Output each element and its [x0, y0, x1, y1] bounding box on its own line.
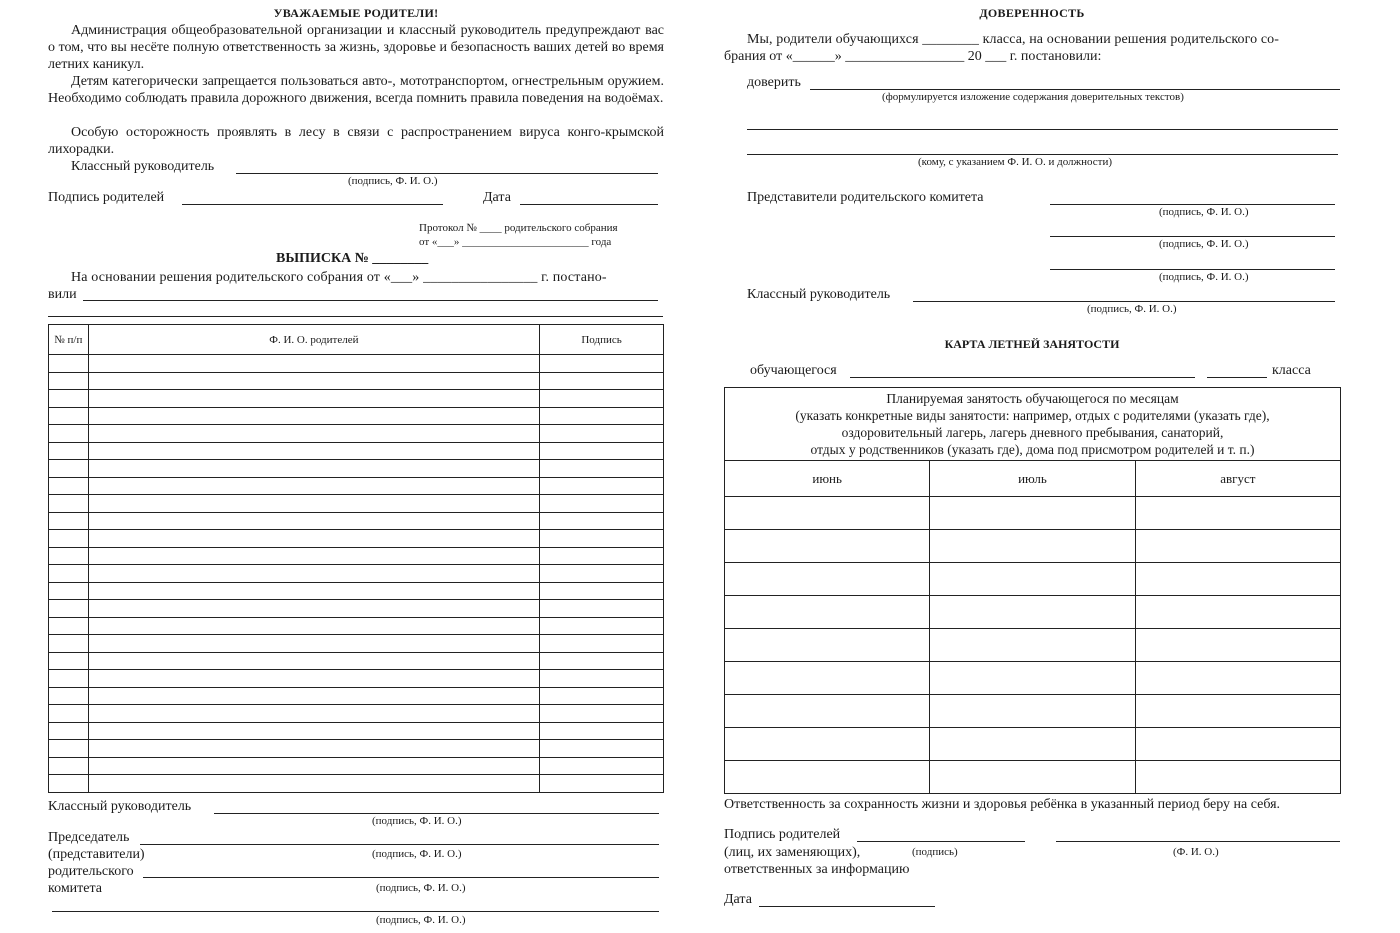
month-august-header: август — [1135, 461, 1340, 497]
row-sig-cell[interactable] — [540, 530, 664, 548]
july-cell[interactable] — [930, 530, 1135, 563]
row-num-cell[interactable] — [49, 477, 89, 495]
june-cell[interactable] — [725, 695, 930, 728]
july-cell[interactable] — [930, 728, 1135, 761]
extract-class-teacher-label: Классный руководитель — [48, 799, 192, 814]
table-row — [49, 512, 664, 530]
col-sig-header: Подпись — [540, 325, 664, 355]
row-num-cell[interactable] — [49, 425, 89, 443]
summer-header-line-4: отдых у родственников (указать где), дома под присмотром родителей и т. п.) — [810, 442, 1255, 457]
row-name-cell[interactable] — [88, 477, 539, 495]
june-cell[interactable] — [725, 728, 930, 761]
row-sig-cell[interactable] — [540, 442, 664, 460]
table-row — [725, 596, 1341, 629]
summer-parents-sig-label: Подпись родителей — [724, 827, 841, 842]
table-row — [49, 757, 664, 775]
june-cell[interactable] — [725, 497, 930, 530]
table-row — [49, 652, 664, 670]
committee-sig-line-3[interactable] — [1050, 269, 1335, 270]
august-cell[interactable] — [1135, 596, 1340, 629]
summer-parents-sig-line[interactable] — [857, 841, 1025, 842]
row-sig-cell[interactable] — [540, 512, 664, 530]
notice-class-teacher-label: Классный руководитель — [71, 159, 215, 174]
july-cell[interactable] — [930, 596, 1135, 629]
power-class-teacher-hint: (подпись, Ф. И. О.) — [1087, 303, 1177, 315]
entrust-line[interactable] — [810, 89, 1340, 90]
row-num-cell[interactable] — [49, 547, 89, 565]
month-june-header: июнь — [725, 461, 930, 497]
table-row — [49, 722, 664, 740]
col-name-header: Ф. И. О. родителей — [88, 325, 539, 355]
table-row — [725, 629, 1341, 662]
august-cell[interactable] — [1135, 662, 1340, 695]
power-class-teacher-label: Классный руководитель — [747, 287, 891, 302]
row-num-cell[interactable] — [49, 670, 89, 688]
row-name-cell[interactable] — [88, 652, 539, 670]
row-sig-cell[interactable] — [540, 390, 664, 408]
notice-date-line[interactable] — [520, 204, 658, 205]
col-num-header: № п/п — [49, 325, 89, 355]
row-num-cell[interactable] — [49, 390, 89, 408]
parent-committee-line[interactable] — [143, 877, 659, 878]
table-row — [49, 635, 664, 653]
row-sig-cell[interactable] — [540, 565, 664, 583]
row-sig-cell[interactable] — [540, 722, 664, 740]
power-class-teacher-line[interactable] — [913, 301, 1335, 302]
table-row — [49, 670, 664, 688]
notice-para-1: Администрация общеобразовательной организации и классный руководитель предупреждают вас о том, что вы несёте полную ответственность за жизнь, здоровье и безопасность ваших детей во время летних каникул. — [48, 23, 664, 72]
responsible-label: ответственных за информацию — [724, 862, 910, 877]
row-name-cell[interactable] — [88, 722, 539, 740]
table-row — [725, 530, 1341, 563]
row-sig-cell[interactable] — [540, 705, 664, 723]
committee-sig-hint-2: (подпись, Ф. И. О.) — [1159, 238, 1249, 250]
summer-student-label: обучающегося — [750, 363, 837, 378]
committee-sig-line-1[interactable] — [1050, 204, 1335, 205]
row-name-cell[interactable] — [88, 460, 539, 478]
extract-sig-hint-2: (подпись, Ф. И. О.) — [372, 848, 462, 860]
row-name-cell[interactable] — [88, 775, 539, 793]
row-num-cell[interactable] — [49, 757, 89, 775]
committee-sig-hint-3: (подпись, Ф. И. О.) — [1159, 271, 1249, 283]
row-num-cell[interactable] — [49, 530, 89, 548]
notice-parents-sig-label: Подпись родителей — [48, 190, 165, 205]
table-row — [49, 582, 664, 600]
june-cell[interactable] — [725, 662, 930, 695]
extract-basis-line-2: вили — [48, 287, 77, 302]
table-row — [49, 425, 664, 443]
row-num-cell[interactable] — [49, 652, 89, 670]
june-cell[interactable] — [725, 629, 930, 662]
power-title: ДОВЕРЕННОСТЬ — [979, 6, 1085, 20]
row-name-cell[interactable] — [88, 635, 539, 653]
table-row — [49, 460, 664, 478]
extract-basis-line-a[interactable] — [83, 300, 658, 301]
committee-sig-line-2[interactable] — [1050, 236, 1335, 237]
table-row — [725, 662, 1341, 695]
whom-hint: (кому, с указанием Ф. И. О. и должности) — [918, 156, 1113, 168]
whom-line[interactable] — [747, 154, 1338, 155]
table-row — [49, 617, 664, 635]
row-num-cell[interactable] — [49, 495, 89, 513]
row-num-cell[interactable] — [49, 775, 89, 793]
committee-sig-hint-1: (подпись, Ф. И. О.) — [1159, 206, 1249, 218]
notice-parents-sig-line[interactable] — [182, 204, 443, 205]
row-sig-cell[interactable] — [540, 372, 664, 390]
row-sig-cell[interactable] — [540, 617, 664, 635]
row-sig-cell[interactable] — [540, 495, 664, 513]
row-name-cell[interactable] — [88, 372, 539, 390]
extract-sig-hint-3: (подпись, Ф. И. О.) — [376, 882, 466, 894]
summer-header-line-3: оздоровительный лагерь, лагерь дневного пребывания, санаторий, — [841, 425, 1224, 440]
notice-para-2: Детям категорически запрещается пользоваться авто-, мототранспортом, огнестрельным оружием. Необходимо соблюдать правила дорожного движения, всегда помнить правила поведения на водоёмах. — [48, 74, 664, 106]
entrust-label: доверить — [747, 75, 801, 90]
summer-date-label: Дата — [724, 892, 752, 907]
row-num-cell[interactable] — [49, 687, 89, 705]
row-name-cell[interactable] — [88, 670, 539, 688]
row-sig-cell[interactable] — [540, 635, 664, 653]
extract-sig-hint-4: (подпись, Ф. И. О.) — [376, 914, 466, 926]
row-name-cell[interactable] — [88, 565, 539, 583]
summer-activity-table — [724, 387, 1341, 794]
summer-sig-hint: (подпись) — [912, 846, 958, 858]
table-row — [49, 775, 664, 793]
row-sig-cell[interactable] — [540, 477, 664, 495]
table-row — [725, 497, 1341, 530]
row-name-cell[interactable] — [88, 705, 539, 723]
row-sig-cell[interactable] — [540, 757, 664, 775]
row-name-cell[interactable] — [88, 425, 539, 443]
extract-class-teacher-line[interactable] — [214, 813, 659, 814]
committee-label: комитета — [48, 881, 103, 896]
table-row — [49, 442, 664, 460]
summer-class-label: класса — [1272, 363, 1311, 378]
responsibility-text: Ответственность за сохранность жизни и здоровья ребёнка в указанный период беру на себя. — [724, 797, 1281, 812]
table-row — [49, 530, 664, 548]
summer-name-hint: (Ф. И. О.) — [1173, 846, 1219, 858]
row-num-cell[interactable] — [49, 512, 89, 530]
row-num-cell[interactable] — [49, 582, 89, 600]
june-cell[interactable] — [725, 530, 930, 563]
chair-label: Председатель — [48, 830, 130, 845]
row-num-cell[interactable] — [49, 705, 89, 723]
june-cell[interactable] — [725, 596, 930, 629]
row-sig-cell[interactable] — [540, 460, 664, 478]
power-intro-line-1: Мы, родители обучающихся ________ класса, на основании решения родительского со- — [747, 32, 1280, 47]
notice-sig-hint: (подпись, Ф. И. О.) — [348, 175, 438, 187]
row-sig-cell[interactable] — [540, 407, 664, 425]
table-row — [49, 687, 664, 705]
table-row — [49, 390, 664, 408]
extract-sig-hint-1: (подпись, Ф. И. О.) — [372, 815, 462, 827]
july-cell[interactable] — [930, 761, 1135, 794]
committee-extra-line[interactable] — [52, 911, 659, 912]
extract-signature-table — [48, 324, 664, 793]
summer-student-line[interactable] — [850, 377, 1195, 378]
row-name-cell[interactable] — [88, 407, 539, 425]
row-sig-cell[interactable] — [540, 740, 664, 758]
july-cell[interactable] — [930, 563, 1135, 596]
july-cell[interactable] — [930, 662, 1135, 695]
row-num-cell[interactable] — [49, 617, 89, 635]
august-cell[interactable] — [1135, 563, 1340, 596]
row-sig-cell[interactable] — [540, 775, 664, 793]
summer-title: КАРТА ЛЕТНЕЙ ЗАНЯТОСТИ — [944, 337, 1120, 351]
row-name-cell[interactable] — [88, 547, 539, 565]
row-num-cell[interactable] — [49, 635, 89, 653]
row-name-cell[interactable] — [88, 530, 539, 548]
summer-table-header — [725, 388, 1341, 461]
row-sig-cell[interactable] — [540, 652, 664, 670]
extract-basis-line-1: На основании решения родительского собрания от «___» ________________ г. постано- — [71, 270, 607, 285]
row-num-cell[interactable] — [49, 565, 89, 583]
notice-title: УВАЖАЕМЫЕ РОДИТЕЛИ! — [273, 6, 439, 20]
row-name-cell[interactable] — [88, 495, 539, 513]
row-num-cell[interactable] — [49, 722, 89, 740]
august-cell[interactable] — [1135, 728, 1340, 761]
table-row — [49, 495, 664, 513]
row-sig-cell[interactable] — [540, 687, 664, 705]
july-cell[interactable] — [930, 629, 1135, 662]
row-name-cell[interactable] — [88, 512, 539, 530]
july-cell[interactable] — [930, 695, 1135, 728]
substitutes-label: (лиц, их заменяющих), — [724, 845, 861, 860]
row-sig-cell[interactable] — [540, 425, 664, 443]
table-row — [49, 547, 664, 565]
row-num-cell[interactable] — [49, 355, 89, 373]
summer-date-line[interactable] — [759, 906, 935, 907]
row-num-cell[interactable] — [49, 442, 89, 460]
summer-parents-name-line[interactable] — [1056, 841, 1340, 842]
table-row — [725, 563, 1341, 596]
row-num-cell[interactable] — [49, 460, 89, 478]
entrust-hint: (формулируется изложение содержания доверительных текстов) — [882, 91, 1184, 103]
row-sig-cell[interactable] — [540, 355, 664, 373]
row-num-cell[interactable] — [49, 600, 89, 618]
july-cell[interactable] — [930, 497, 1135, 530]
august-cell[interactable] — [1135, 629, 1340, 662]
power-committee-label: Представители родительского комитета — [747, 190, 984, 205]
table-row — [49, 355, 664, 373]
extract-title: ВЫПИСКА № ________ — [276, 251, 429, 266]
row-name-cell[interactable] — [88, 740, 539, 758]
summer-class-line[interactable] — [1207, 377, 1267, 378]
summer-header-line-2: (указать конкретные виды занятости: например, отдых с родителями (указать где), — [795, 408, 1270, 423]
protocol-line-1: Протокол № ____ родительского собрания — [419, 222, 618, 234]
row-sig-cell[interactable] — [540, 670, 664, 688]
month-july-header: июль — [930, 461, 1135, 497]
protocol-line-2: от «___» _______________________ года — [419, 236, 612, 248]
table-row — [725, 728, 1341, 761]
row-name-cell[interactable] — [88, 687, 539, 705]
table-row — [49, 372, 664, 390]
august-cell[interactable] — [1135, 530, 1340, 563]
august-cell[interactable] — [1135, 761, 1340, 794]
row-name-cell[interactable] — [88, 355, 539, 373]
table-row — [49, 705, 664, 723]
row-sig-cell[interactable] — [540, 600, 664, 618]
table-row — [725, 761, 1341, 794]
row-num-cell[interactable] — [49, 407, 89, 425]
table-row — [49, 740, 664, 758]
row-num-cell[interactable] — [49, 740, 89, 758]
summer-header-line-1: Планируемая занятость обучающегося по месяцам — [886, 391, 1179, 406]
notice-date-label: Дата — [483, 190, 511, 205]
reps-label: (представители) — [48, 847, 145, 862]
august-cell[interactable] — [1135, 695, 1340, 728]
august-cell[interactable] — [1135, 497, 1340, 530]
notice-para-3: Особую осторожность проявлять в лесу в связи с распространением вируса конго-крымской лихорадки. — [48, 125, 664, 157]
row-sig-cell[interactable] — [540, 582, 664, 600]
extract-basis-line-b[interactable] — [48, 316, 663, 317]
row-name-cell[interactable] — [88, 442, 539, 460]
table-row — [49, 407, 664, 425]
row-name-cell[interactable] — [88, 617, 539, 635]
row-name-cell[interactable] — [88, 600, 539, 618]
row-name-cell[interactable] — [88, 390, 539, 408]
june-cell[interactable] — [725, 563, 930, 596]
notice-class-teacher-line[interactable] — [236, 173, 658, 174]
table-row — [49, 565, 664, 583]
table-row — [49, 600, 664, 618]
row-sig-cell[interactable] — [540, 547, 664, 565]
june-cell[interactable] — [725, 761, 930, 794]
row-name-cell[interactable] — [88, 582, 539, 600]
table-row — [49, 477, 664, 495]
row-num-cell[interactable] — [49, 372, 89, 390]
table-row — [725, 695, 1341, 728]
row-name-cell[interactable] — [88, 757, 539, 775]
power-intro-line-2: брания от «______» _________________ 20 ___ г. постановили: — [724, 49, 1102, 64]
parent-label: родительского — [48, 864, 134, 879]
chair-line[interactable] — [140, 844, 659, 845]
entrust-line-2[interactable] — [747, 129, 1338, 130]
